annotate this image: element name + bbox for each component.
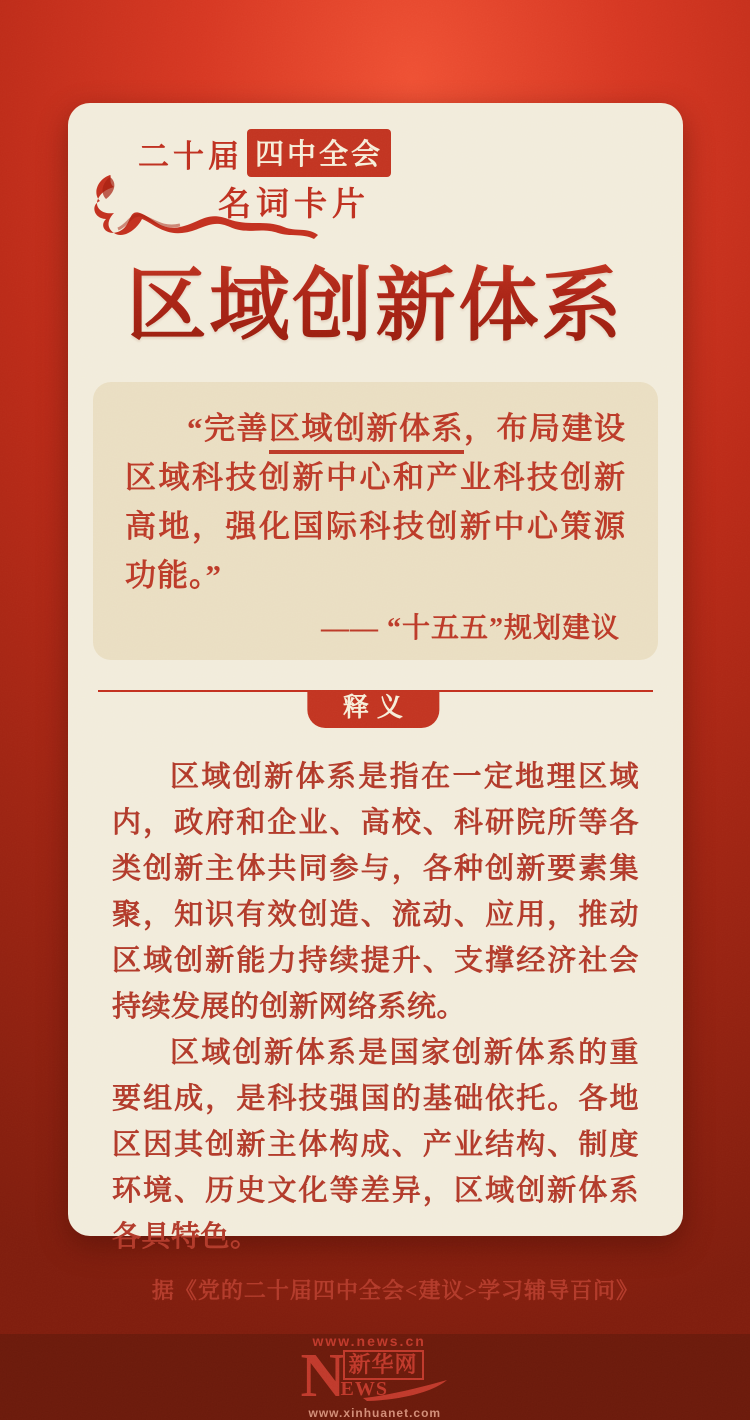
page-title: 区域创新体系 (68, 241, 683, 356)
header (68, 133, 683, 221)
header-boxed-label: 四中全会 (247, 129, 391, 177)
header-line-1 (138, 133, 683, 173)
quote-block (93, 382, 658, 660)
quote-rest: ，布局建设区域科技创新中心和产业科技创新高地，强化国际科技创新中心策源功能。” (125, 411, 626, 593)
definition-paragraph-2: 区域创新体系是国家创新体系的重要组成，是科技强国的基础依托。各地区因其创新主体构成、产业结构、制度环境、历史文化等差异，区域创新体系各具特色。 (112, 1037, 639, 1253)
section-divider (98, 690, 653, 728)
logo-swoosh-icon (361, 1380, 451, 1402)
content-card (68, 103, 683, 1420)
quote-open: “完善 (187, 411, 269, 446)
quote-underlined-term: 区域创新体系 (269, 411, 464, 454)
header-sub-label: 名词卡片 (218, 187, 370, 223)
logo-top-url: www.news.cn (312, 1333, 426, 1349)
quote-attribution: —— “十五五”规划建议 (320, 613, 620, 644)
source-attribution: 据《党的二十届四中全会<建议>学习辅导百问》 (151, 1278, 639, 1303)
definition-paragraph-1: 区域创新体系是指在一定地理区域内，政府和企业、高校、科研院所等各类创新主体共同参与，各种创新要素集聚，知识有效创造、流动、应用，推动区域创新能力持续提升、支撑经济社会持续发展的创新网络系统。 (112, 761, 639, 1023)
quote-text (125, 404, 626, 600)
logo-brand-box: 新华网 (343, 1350, 424, 1380)
logo-mark (300, 1342, 451, 1410)
section-tab-label: 释义 (307, 690, 439, 728)
logo-bottom-url: www.xinhuanet.com (308, 1406, 442, 1420)
definition-body (112, 754, 639, 1260)
logo-ews-letters: EWS (340, 1378, 388, 1400)
header-pre-label: 二十届 (138, 138, 243, 174)
logo-n-letter: N (300, 1342, 346, 1410)
xinhuanet-logo (301, 1333, 451, 1420)
ribbon-icon (88, 169, 323, 244)
